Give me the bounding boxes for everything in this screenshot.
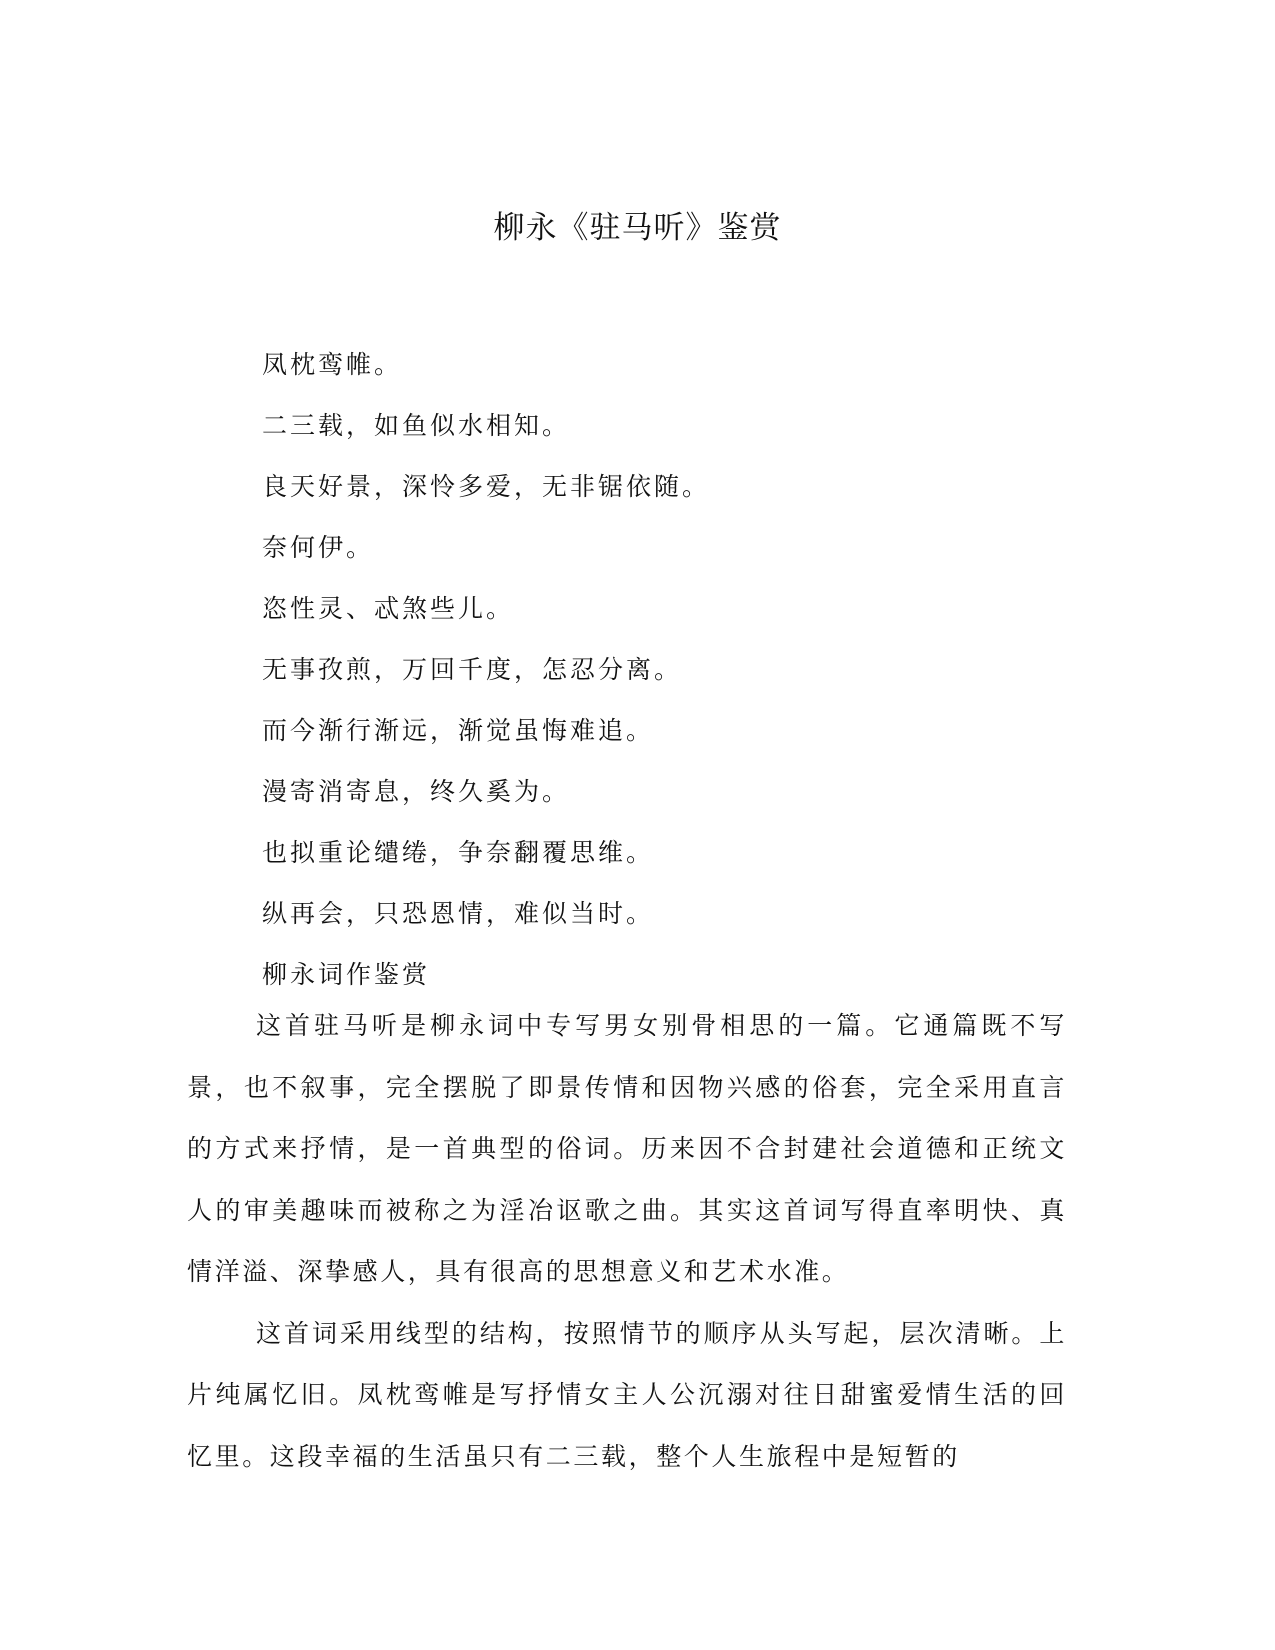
body-paragraph: 这首词采用线型的结构，按照情节的顺序从头写起，层次清晰。上片纯属忆旧。凤枕鸾帷是写抒情女主人公沉溺对往日甜蜜爱情生活的回忆里。这段幸福的生活虽只有二三载，整个人生旅程中是短暂的 [187, 1318, 1067, 1471]
poem-text [262, 334, 1082, 1005]
poem-line: 二三载，如鱼似水相知。 [262, 411, 571, 440]
body-paragraph: 这首驻马听是柳永词中专写男女别骨相思的一篇。它通篇既不写景，也不叙事，完全摆脱了即景传情和因物兴感的俗套，完全采用直言的方式来抒情，是一首典型的俗词。历来因不合封建社会道德和正统文人的审美趣味而被称之为淫冶讴歌之曲。其实这首词写得直率明快、真情洋溢、深挚感人，具有很高的思想意义和艺术水准。 [187, 1011, 1067, 1286]
section-heading: 柳永词作鉴赏 [262, 960, 431, 989]
poem-line: 恣性灵、忒煞些儿。 [262, 594, 515, 623]
poem-line: 而今渐行渐远，渐觉虽悔难追。 [262, 716, 655, 745]
poem-line: 良天好景，深怜多爱，无非锯依随。 [262, 472, 711, 501]
poem-line: 也拟重论缱绻，争奈翻覆思维。 [262, 838, 655, 867]
poem-line: 无事孜煎，万回千度，怎忍分离。 [262, 655, 683, 684]
poem-line: 凤枕鸾帷。 [262, 350, 403, 379]
poem-line: 奈何伊。 [262, 533, 375, 562]
poem-line: 纵再会，只恐恩情，难似当时。 [262, 899, 655, 928]
document-title: 柳永《驻马听》鉴赏 [493, 210, 782, 246]
commentary-body [187, 995, 1067, 1487]
poem-line: 漫寄消寄息，终久奚为。 [262, 777, 571, 806]
